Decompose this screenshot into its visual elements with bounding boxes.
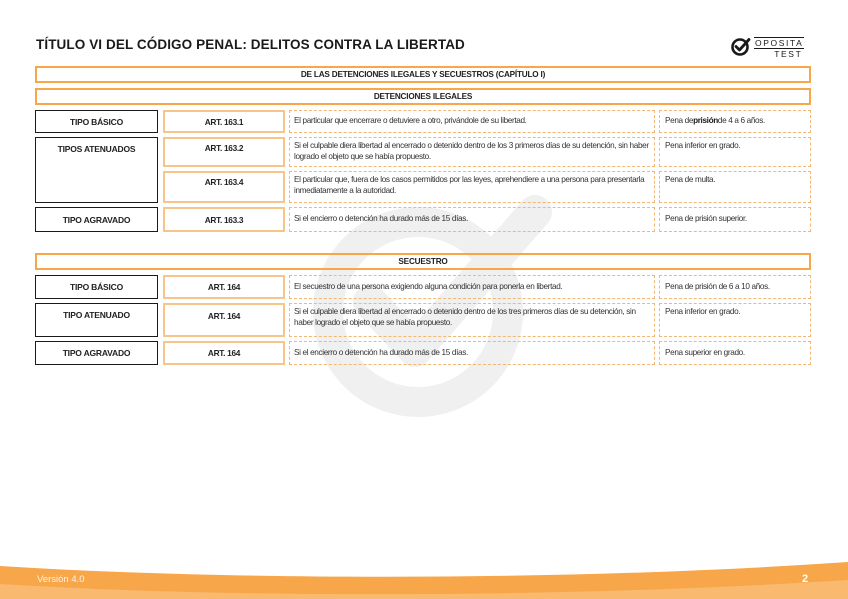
version-label: Versión 4.0 bbox=[37, 574, 85, 585]
logo-text-oposita: OPOSITA bbox=[755, 38, 804, 48]
tipo-basico-label: TIPO BÁSICO bbox=[35, 110, 158, 133]
art-163-2: ART. 163.2 bbox=[163, 137, 285, 167]
art-163-1: ART. 163.1 bbox=[163, 110, 285, 133]
oposita-test-logo bbox=[730, 35, 812, 59]
secuestro-tipo-atenuado-label: TIPO ATENUADO bbox=[35, 303, 158, 337]
tipos-atenuados-label: TIPOS ATENUADOS bbox=[35, 137, 158, 203]
secuestro-desc-agravado: Si el encierro o detención ha durado más de 15 días. bbox=[289, 341, 655, 365]
secuestro-art-164-basico: ART. 164 bbox=[163, 275, 285, 299]
secuestro-pena-basico: Pena de prisión de 6 a 10 años. bbox=[659, 275, 811, 299]
detenciones-header: DETENCIONES ILEGALES bbox=[35, 88, 811, 105]
desc-163-2: Si el culpable diera libertad al encerrado o detenido dentro de los 3 primeros días de su detención, sin haber logrado el objeto que se había propuesto. bbox=[289, 137, 655, 167]
secuestro-pena-atenuado: Pena inferior en grado. bbox=[659, 303, 811, 337]
desc-163-1: El particular que encerrare o detuviere a otro, privándole de su libertad. bbox=[289, 110, 655, 133]
secuestro-art-164-atenuado: ART. 164 bbox=[163, 303, 285, 337]
desc-163-3: Si el encierro o detención ha durado más de 15 días. bbox=[289, 207, 655, 232]
pena-163-1: Pena de prisión de 4 a 6 años. bbox=[659, 110, 811, 133]
secuestro-desc-basico: El secuestro de una persona exigiendo alguna condición para ponerla en libertad. bbox=[289, 275, 655, 299]
footer-wave bbox=[0, 556, 848, 599]
secuestro-tipo-agravado-label: TIPO AGRAVADO bbox=[35, 341, 158, 365]
pena-163-4: Pena de multa. bbox=[659, 171, 811, 203]
logo-text-test: TEST bbox=[774, 49, 803, 59]
secuestro-desc-atenuado: Si el culpable diera libertad al encerrado o detenido dentro de los tres primeros días de su detención, sin haber logrado el objeto que se había propuesto. bbox=[289, 303, 655, 337]
pena-bold-prision: prisión bbox=[693, 116, 718, 126]
check-circle-icon bbox=[730, 36, 752, 58]
art-163-4: ART. 163.4 bbox=[163, 171, 285, 203]
secuestro-pena-agravado: Pena superior en grado. bbox=[659, 341, 811, 365]
secuestro-tipo-basico-label: TIPO BÁSICO bbox=[35, 275, 158, 299]
tipo-agravado-label: TIPO AGRAVADO bbox=[35, 207, 158, 232]
secuestro-header: SECUESTRO bbox=[35, 253, 811, 270]
desc-163-4: El particular que, fuera de los casos permitidos por las leyes, aprehendiere a una persona para presentarla inmediatamente a la autoridad. bbox=[289, 171, 655, 203]
pena-163-2: Pena inferior en grado. bbox=[659, 137, 811, 167]
pena-163-3: Pena de prisión superior. bbox=[659, 207, 811, 232]
art-163-3: ART. 163.3 bbox=[163, 207, 285, 232]
secuestro-art-164-agravado: ART. 164 bbox=[163, 341, 285, 365]
page-number: 2 bbox=[802, 573, 809, 585]
chapter-header: DE LAS DETENCIONES ILEGALES Y SECUESTROS (CAPÍTULO I) bbox=[35, 66, 811, 83]
page-title: TÍTULO VI DEL CÓDIGO PENAL: DELITOS CONTRA LA LIBERTAD bbox=[36, 37, 465, 52]
